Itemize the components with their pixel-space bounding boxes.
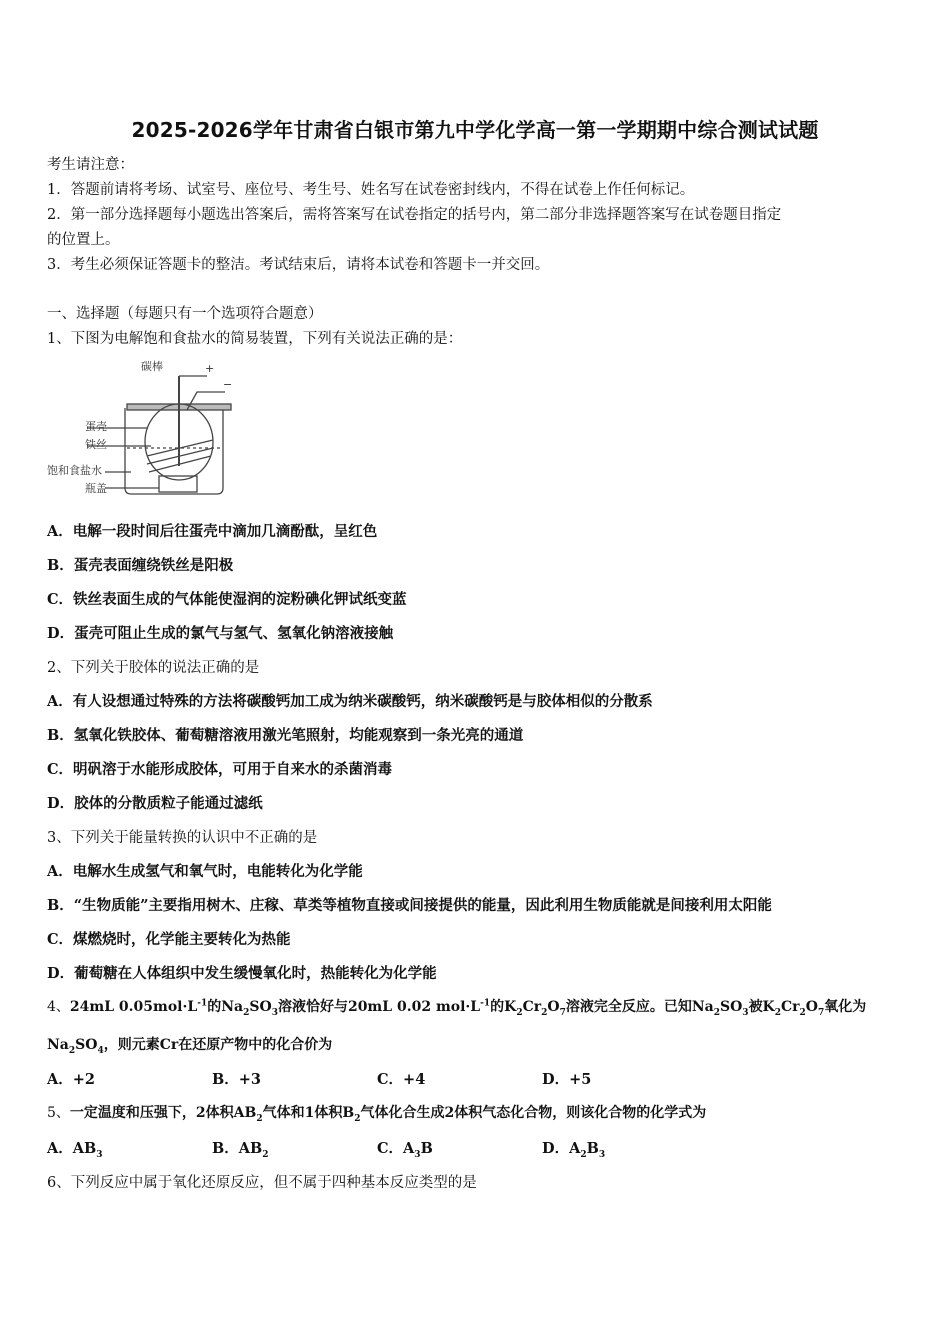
notice-item: 1．答题前请将考场、试室号、座位号、考生号、姓名写在试卷密封线内，不得在试卷上作任何标记。 [47,182,695,198]
question-3-option: B．“生物质能”主要指用树木、庄稼、草类等植物直接或间接提供的能量，因此利用生物质能就是间接利用太阳能 [47,897,772,914]
question-5-option-b: B．$AB_2$ [212,1140,269,1160]
label-brine: 饱和食盐水 [47,464,102,477]
question-5-option-a: A．$AB_3$ [47,1140,103,1160]
question-5-stem: 5、一定温度和压强下，2体积$AB_2$气体和1体积$B_2$气体化合生成2体积气态化合物，则该化合物的化学式为 [47,1105,707,1124]
question-2-option: A．有人设想通过特殊的方法将碳酸钙加工成为纳米碳酸钙，纳米碳酸钙是与胶体相似的分散系 [47,693,653,710]
question-1-option: B．蛋壳表面缠绕铁丝是阳极 [47,557,234,574]
label-minus: − [223,378,233,391]
beaker-outline [125,408,223,494]
label-carbon-rod: 碳棒 [141,360,163,373]
question-4-option: A．+2 [47,1071,95,1088]
question-4-stem: 4、24mL $0.05mol\cdot L^{-1}$的$Na_2SO_3$溶液恰好与20mL 0.02 $mol\cdot L^{-1}$的$K_2Cr_2O_7$溶液完全反应。已知$Na_2SO_3$被$K_2Cr_2O_7$氧化为 [47,998,867,1018]
question-4-option: B．+3 [212,1071,261,1088]
question-3-option: D．葡萄糖在人体组织中发生缓慢氧化时，热能转化为化学能 [47,965,437,982]
notice-heading: 考生请注意： [47,157,134,173]
label-iron-wire: 铁丝 [85,438,107,451]
question-1-option: D．蛋壳可阻止生成的氯气与氢气、氢氧化钠溶液接触 [47,625,394,642]
question-1-stem: 1、下图为电解饱和食盐水的简易装置，下列有关说法正确的是： [47,331,463,347]
question-4-option: D．+5 [542,1071,592,1088]
question-6-stem: 6、下列反应中属于氧化还原反应，但不属于四种基本反应类型的是 [47,1175,477,1191]
question-5-option-d: D．$A_2B_3$ [542,1140,606,1160]
question-2-stem: 2、下列关于胶体的说法正确的是 [47,660,260,676]
question-3-option: C．煤燃烧时，化学能主要转化为热能 [47,931,291,948]
question-5-option-c: C．$A_3B$ [377,1140,433,1160]
question-2-option: B．氢氧化铁胶体、葡萄糖溶液用激光笔照射，均能观察到一条光亮的通道 [47,727,524,744]
bottle-cap [159,476,197,492]
question-3-stem: 3、下列关于能量转换的认识中不正确的是 [47,830,318,846]
page-title: 2025-2026学年甘肃省白银市第九中学化学高一第一学期期中综合测试试题 [131,118,819,142]
question-3-option: A．电解水生成氢气和氧气时，电能转化为化学能 [47,863,363,880]
electrolysis-apparatus-figure [47,356,237,498]
notice-item: 3．考生必须保证答题卡的整洁。考试结束后，请将本试卷和答题卡一并交回。 [47,257,550,273]
question-1-option: C．铁丝表面生成的气体能使湿润的淀粉碘化钾试纸变蓝 [47,591,407,608]
section-heading: 一、选择题（每题只有一个选项符合题意） [47,306,323,322]
question-2-option: C．明矾溶于水能形成胶体，可用于自来水的杀菌消毒 [47,761,393,778]
question-2-option: D．胶体的分散质粒子能通过滤纸 [47,795,263,812]
question-4-stem-line2: $Na_2SO_4$，则元素Cr在还原产物中的化合价为 [47,1037,333,1056]
label-egg-shell: 蛋壳 [85,420,107,433]
label-plus: + [205,362,215,375]
question-4-option: C．+4 [377,1071,426,1088]
notice-item: 2．第一部分选择题每小题选出答案后，需将答案写在试卷指定的括号内，第二部分非选择题答案写在试卷题目指定 [47,207,782,223]
question-1-option: A．电解一段时间后往蛋壳中滴加几滴酚酞，呈红色 [47,523,378,540]
label-bottle-cap: 瓶盖 [85,482,107,495]
notice-item: 的位置上。 [47,232,120,248]
